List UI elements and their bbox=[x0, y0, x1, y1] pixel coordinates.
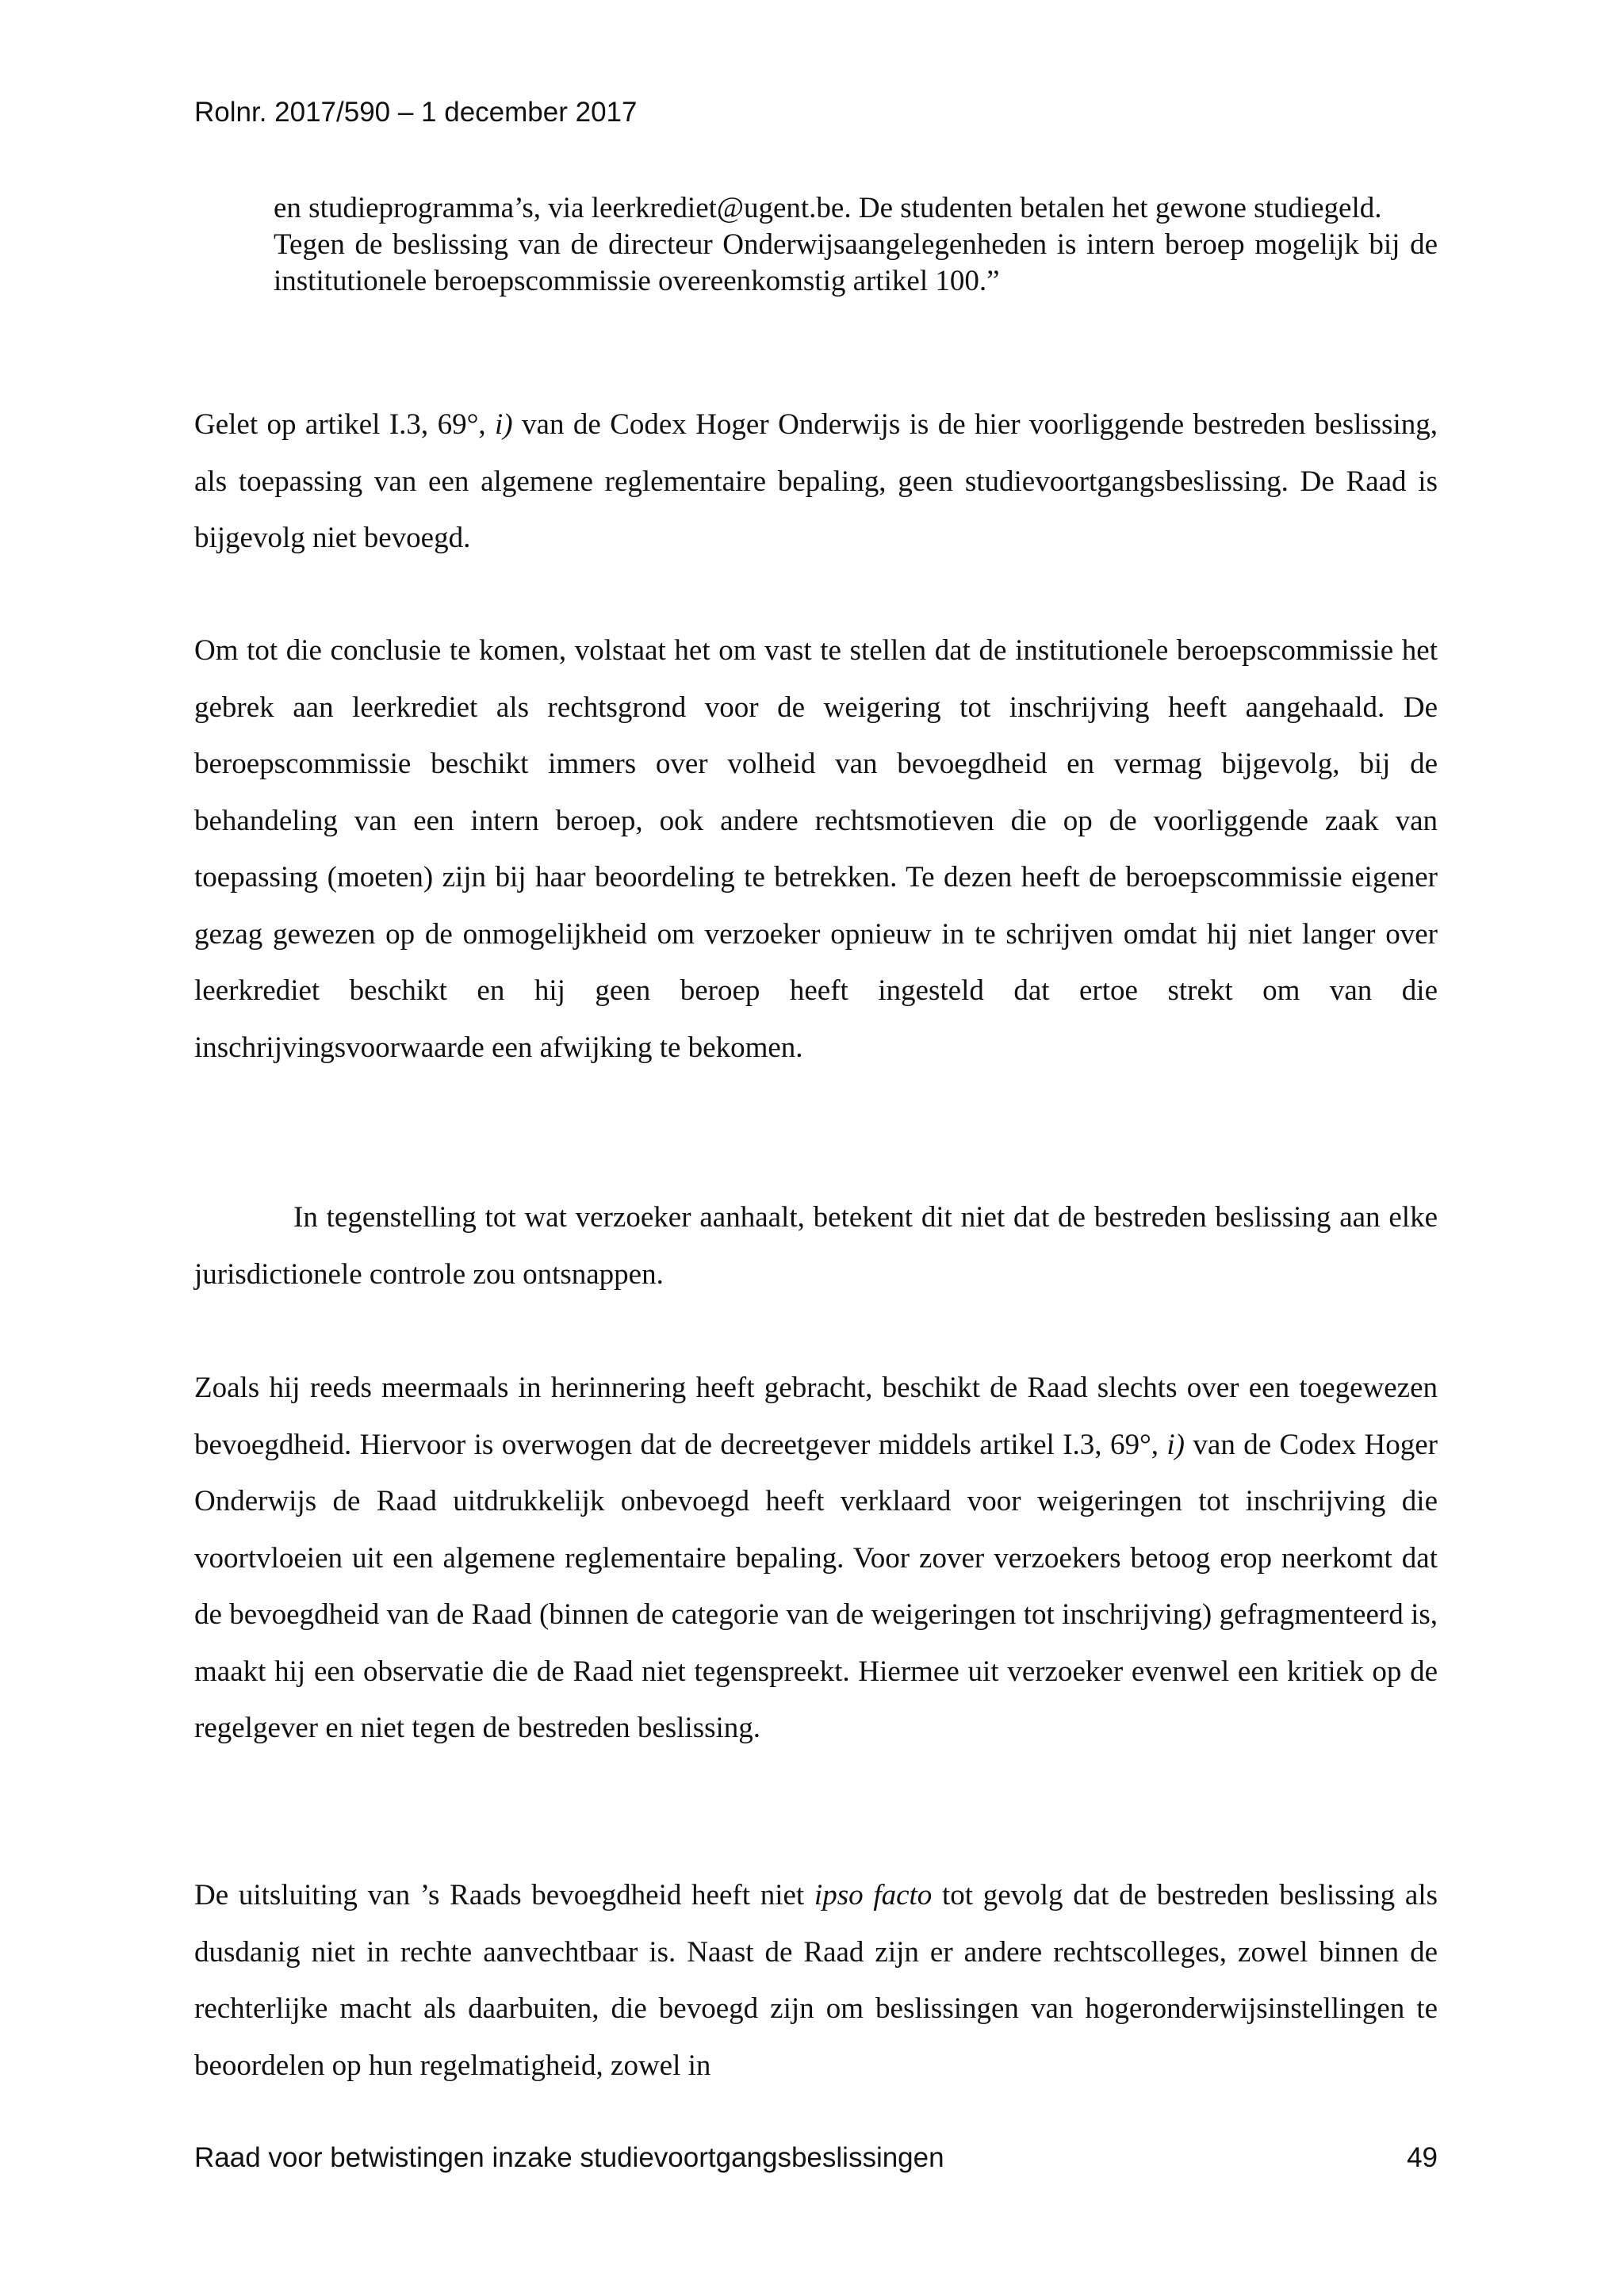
p5-text-c: tot gevolg dat de bestreden beslissing als dusdanig niet in rechte aanvechtbaar is. Naast de Raad zijn er andere rechtscolleges, zowel binnen de rechterlijke macht als daarbuiten, die bevoegd zijn om beslissingen van hogeronderwijsinstellingen te beoordelen op hun regelmatigheid, zowel in bbox=[194, 1879, 1438, 2082]
paragraph-competence bbox=[194, 396, 1438, 567]
p1-text-a: Gelet op artikel I.3, 69°, bbox=[194, 408, 496, 441]
quote-line-1: en studieprogramma’s, via leerkrediet@ugent.be. De studenten betalen het gewone studiegeld. bbox=[274, 192, 1382, 224]
footer-institution: Raad voor betwistingen inzake studievoortgangsbeslissingen bbox=[194, 2142, 944, 2173]
quoted-passage bbox=[274, 190, 1438, 300]
p4-text-c: van de Codex Hoger Onderwijs de Raad uitdrukkelijk onbevoegd heeft verklaard voor weigeringen tot inschrijving die voortvloeien uit een algemene reglementaire bepaling. Voor zover verzoekers betoog erop neerkomt dat de bevoegdheid van de Raad (binnen de categorie van de weigeringen tot inschrijving) gefragmenteerd is, maakt hij een observatie die de Raad niet tegenspreekt. Hiermee uit verzoeker evenwel een kritiek op de regelgever en niet tegen de bestreden beslissing. bbox=[194, 1428, 1438, 1744]
p5-text-a: De uitsluiting van ’s Raads bevoegdheid heeft niet bbox=[194, 1879, 814, 1911]
page-number: 49 bbox=[1407, 2142, 1438, 2173]
paragraph-contrast: In tegenstelling tot wat verzoeker aanhaalt, betekent dit niet dat de bestreden beslissing aan elke jurisdictionele controle zou ontsnappen. bbox=[194, 1201, 1438, 1291]
p1-text-c: van de Codex Hoger Onderwijs is de hier voorliggende bestreden beslissing, als toepassing van een algemene reglementaire bepaling, geen studievoortgangsbeslissing. De Raad is bijgevolg niet bevoegd. bbox=[194, 408, 1438, 554]
page-footer bbox=[194, 2141, 1438, 2175]
p4-text-a: Zoals hij reeds meermaals in herinnering heeft gebracht, beschikt de Raad slechts over een toegewezen bevoegdheid. Hiervoor is overwogen dat de decreetgever middels artikel I.3, 69°, bbox=[194, 1372, 1438, 1461]
p4-italic: i) bbox=[1166, 1428, 1185, 1461]
paragraph-assigned-competence bbox=[194, 1360, 1438, 1757]
p5-italic: ipso facto bbox=[814, 1879, 933, 1911]
paragraph-conclusion: Om tot die conclusie te komen, volstaat het om vast te stellen dat de institutionele beroepscommissie het gebrek aan leerkrediet als rechtsgrond voor de weigering tot inschrijving heeft aangehaald. De beroepscommissie beschikt immers over volheid van bevoegdheid en vermag bijgevolg, bij de behandeling van een intern beroep, ook andere rechtsmotieven die op de voorliggende zaak van toepassing (moeten) zijn bij haar beoordeling te betrekken. Te dezen heeft de beroepscommissie eigener gezag gewezen op de onmogelijkheid om verzoeker opnieuw in te schrijven omdat hij niet langer over leerkrediet beschikt en hij geen beroep heeft ingesteld dat ertoe strekt om van die inschrijvingsvoorwaarde een afwijking te bekomen. bbox=[194, 634, 1438, 1064]
page-header bbox=[194, 95, 637, 130]
paragraph-exclusion bbox=[194, 1867, 1438, 2094]
roll-number: Rolnr. 2017/590 – 1 december 2017 bbox=[194, 97, 638, 128]
quote-line-2: Tegen de beslissing van de directeur Onderwijsaangelegenheden is intern beroep mogelijk bij de institutionele beroepscommissie overeenkomstig artikel 100.” bbox=[274, 228, 1438, 297]
p1-italic: i) bbox=[495, 408, 513, 441]
